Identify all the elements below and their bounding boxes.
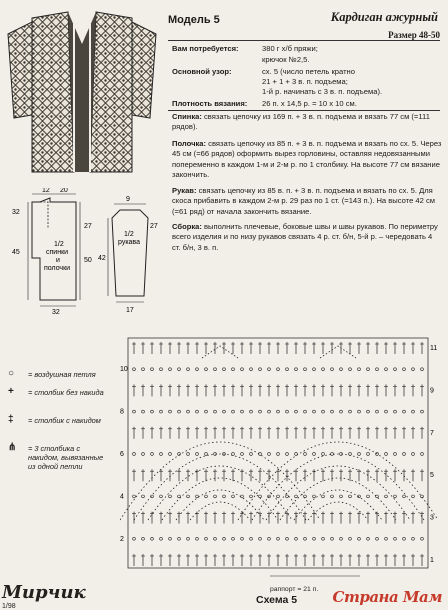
- chain-mark: [367, 495, 370, 498]
- instruction-text: выполнить плечевые, боковые швы и швы рукавов. По периметру всего изделия и по низу рукавов связать 4 р. ст. б/н, 5-й р. – чередовать 4 ст. б/н, 3 в. п.: [172, 222, 438, 252]
- chain-mark: [259, 410, 262, 413]
- spec-value: 21 + 1 + 3 в. п. подъема;: [262, 77, 348, 86]
- chain-mark: [205, 410, 208, 413]
- chain-mark: [313, 410, 316, 413]
- dim-label: 27: [84, 223, 92, 230]
- chain-mark: [349, 537, 352, 540]
- dim-label: 9: [126, 196, 130, 203]
- chain-mark: [421, 453, 424, 456]
- row-number: 2: [120, 535, 124, 543]
- chain-mark: [151, 537, 154, 540]
- row-number: 6: [120, 451, 124, 458]
- chain-mark: [232, 368, 235, 371]
- chain-mark: [187, 453, 190, 456]
- chain-mark: [142, 537, 145, 540]
- chain-mark: [367, 368, 370, 371]
- chain-mark: [394, 537, 397, 540]
- header-divider: [168, 40, 440, 41]
- chain-mark: [349, 410, 352, 413]
- crochet-chart: [120, 334, 440, 584]
- chain-mark: [169, 410, 172, 413]
- row-number: 9: [430, 387, 434, 395]
- chain-mark: [286, 495, 289, 498]
- legend-text: = воздушная петля: [28, 370, 96, 379]
- row-number: 11: [430, 345, 438, 352]
- dim-label: 32: [52, 309, 60, 316]
- three-dc-cluster-icon: ⋔: [8, 442, 17, 453]
- chain-mark: [394, 495, 397, 498]
- chain-mark: [223, 368, 226, 371]
- density-value: 26 п. х 14,5 р. = 10 х 10 см.: [262, 99, 357, 108]
- chain-mark: [313, 537, 316, 540]
- chain-mark: [214, 410, 217, 413]
- row-number: 4: [120, 493, 124, 501]
- chain-mark: [421, 410, 424, 413]
- chain-mark: [151, 453, 154, 456]
- chain-mark: [376, 537, 379, 540]
- spec-divider: [168, 110, 440, 111]
- chain-mark: [322, 537, 325, 540]
- instruction-assembly: [172, 222, 442, 253]
- chain-mark: [340, 368, 343, 371]
- chain-mark: [214, 537, 217, 540]
- front-label: 1/2 спинки и полочки: [44, 241, 71, 272]
- chain-mark: [385, 453, 388, 456]
- instruction-text: связать цепочку из 85 п. + 3 в. п. подъема и вязать по сх. 5. Через 45 см (=66 рядов) оформить вырез горловины, оставляя недовязанными попеременно в каждом 1-м и 2-м р. по 1 столбику. На высоте 77 см вязание закончить.: [172, 139, 442, 180]
- chain-mark: [331, 537, 334, 540]
- motif-arc: [266, 466, 410, 520]
- instruction-head: Спинка:: [172, 112, 202, 121]
- sleeve-label: 1/2 рукава: [118, 231, 140, 246]
- dim-label: 42: [98, 255, 106, 262]
- chain-mark: [340, 537, 343, 540]
- chain-mark: [286, 537, 289, 540]
- chain-mark: [358, 537, 361, 540]
- row-number: 10: [120, 366, 128, 374]
- chain-mark: [160, 410, 163, 413]
- chain-mark: [403, 410, 406, 413]
- chain-mark: [376, 368, 379, 371]
- chain-mark: [349, 495, 352, 498]
- instruction-text: связать цепочку из 169 п. + 3 в. п. подъема и вязать 77 см (=111 рядов).: [172, 112, 430, 132]
- chain-mark: [331, 453, 334, 456]
- chain-mark: [394, 453, 397, 456]
- chain-mark: [187, 368, 190, 371]
- chain-mark: [286, 368, 289, 371]
- chain-mark: [403, 537, 406, 540]
- chain-mark: [331, 368, 334, 371]
- watermark: Страна Мам: [332, 588, 442, 606]
- chain-mark: [169, 368, 172, 371]
- row-number: 1: [430, 557, 434, 564]
- chain-mark: [376, 495, 379, 498]
- chain-mark: [313, 453, 316, 456]
- spec-value: сх. 5 (число петель кратно: [262, 67, 355, 76]
- chain-mark: [340, 495, 343, 498]
- dim-label: 32: [12, 209, 20, 216]
- chain-mark: [160, 495, 163, 498]
- motif-arc: [294, 490, 382, 520]
- chain-mark: [160, 453, 163, 456]
- spec-value: 380 г х/б пряжи;: [262, 44, 318, 53]
- chain-mark: [241, 453, 244, 456]
- chain-mark: [205, 537, 208, 540]
- chain-mark: [142, 368, 145, 371]
- chain-mark: [403, 368, 406, 371]
- chain-mark: [385, 410, 388, 413]
- chain-mark: [187, 410, 190, 413]
- chain-mark: [205, 453, 208, 456]
- chain-mark: [232, 410, 235, 413]
- chain-mark: [268, 410, 271, 413]
- chain-mark: [160, 368, 163, 371]
- chain-mark: [196, 537, 199, 540]
- motif-arc: [148, 466, 292, 520]
- chain-mark: [277, 453, 280, 456]
- row-number: 7: [430, 429, 434, 437]
- chain-mark: [241, 537, 244, 540]
- legend-text: = 3 столбика с накидом, вывязанные из одной петли: [28, 444, 104, 472]
- spec-value: 1-й р. начинать с 3 в. п. подъема).: [262, 87, 383, 96]
- chain-mark: [223, 537, 226, 540]
- chain-mark: [259, 537, 262, 540]
- dim-label: 17: [126, 307, 134, 314]
- dim-label: 12: [42, 188, 50, 194]
- chain-mark: [133, 368, 136, 371]
- chain-mark: [412, 453, 415, 456]
- motif-apex: [320, 346, 356, 358]
- pattern-title: Кардиган ажурный: [330, 10, 438, 24]
- chain-mark: [259, 368, 262, 371]
- chain-mark: [169, 537, 172, 540]
- chain-mark: [385, 537, 388, 540]
- motif-arc: [190, 502, 250, 520]
- chain-mark: [196, 453, 199, 456]
- row-number: 8: [120, 408, 124, 416]
- chain-mark: [313, 368, 316, 371]
- chain-mark: [349, 368, 352, 371]
- chain-mark: [250, 453, 253, 456]
- spec-value: крючок №2,5.: [262, 55, 310, 64]
- chain-mark: [304, 537, 307, 540]
- chain-mark: [142, 495, 145, 498]
- chain-mark: [205, 495, 208, 498]
- chain-mark: [412, 537, 415, 540]
- chain-mark: [394, 368, 397, 371]
- chain-mark: [250, 410, 253, 413]
- chain-mark: [277, 410, 280, 413]
- chain-mark: [304, 453, 307, 456]
- chain-mark: [169, 453, 172, 456]
- instruction-back: [172, 112, 442, 133]
- chain-mark: [295, 368, 298, 371]
- spec-label: Вам потребуется:: [172, 44, 239, 53]
- instruction-front: [172, 139, 442, 181]
- chain-mark: [367, 537, 370, 540]
- chain-mark: [277, 537, 280, 540]
- chain-mark: [295, 537, 298, 540]
- chain-mark: [322, 410, 325, 413]
- chain-mark: [205, 368, 208, 371]
- chain-mark: [187, 495, 190, 498]
- chain-mark: [322, 495, 325, 498]
- size-schematic: [4, 188, 168, 316]
- chain-mark: [421, 537, 424, 540]
- chain-mark: [268, 368, 271, 371]
- motif-arc: [252, 454, 424, 520]
- chain-mark: [304, 368, 307, 371]
- signature-logo: Мирчик: [2, 582, 86, 603]
- instruction-sleeve: [172, 186, 442, 217]
- chain-mark: [403, 495, 406, 498]
- double-crochet-icon: ‡: [8, 414, 14, 425]
- chain-mark: [340, 410, 343, 413]
- chain-mark: [196, 410, 199, 413]
- instruction-head: Полочка:: [172, 139, 207, 148]
- chain-mark: [232, 495, 235, 498]
- chain-mark: [322, 368, 325, 371]
- legend-text: = столбик с накидом: [28, 416, 101, 425]
- chain-mark: [214, 368, 217, 371]
- chain-mark: [385, 495, 388, 498]
- chain-mark: [133, 453, 136, 456]
- density-label: Плотность вязания:: [172, 99, 248, 108]
- chain-mark: [304, 410, 307, 413]
- legend-text: = столбик без накида: [28, 388, 104, 397]
- model-number: Модель 5: [168, 14, 220, 26]
- chain-mark: [286, 453, 289, 456]
- chain-mark: [412, 495, 415, 498]
- chain-mark: [358, 368, 361, 371]
- chain-mark: [160, 537, 163, 540]
- chain-mark: [151, 410, 154, 413]
- chain-mark: [394, 410, 397, 413]
- chain-mark: [178, 537, 181, 540]
- chain-mark: [241, 368, 244, 371]
- dim-label: 27: [150, 223, 158, 230]
- chain-mark: [313, 495, 316, 498]
- chain-mark: [142, 410, 145, 413]
- chain-mark: [223, 495, 226, 498]
- cardigan-illustration: [2, 4, 162, 174]
- chain-mark: [322, 453, 325, 456]
- row-number: 5: [430, 472, 434, 480]
- chain-mark: [151, 368, 154, 371]
- chain-mark: [403, 453, 406, 456]
- chain-mark: [367, 410, 370, 413]
- signature-line: 1/98: [2, 603, 16, 610]
- chain-mark: [241, 410, 244, 413]
- chain-mark: [250, 495, 253, 498]
- chain-mark: [358, 410, 361, 413]
- instruction-head: Рукав:: [172, 186, 197, 195]
- chain-mark: [358, 453, 361, 456]
- size-label: Размер 48-50: [388, 30, 440, 40]
- chain-mark: [268, 453, 271, 456]
- chain-mark: [259, 495, 262, 498]
- chain-mark: [331, 495, 334, 498]
- chain-mark: [295, 495, 298, 498]
- chain-mark: [232, 537, 235, 540]
- instruction-text: связать цепочку из 85 в. п. + 3 в. п. подъема и вязать по сх. 5. Для скоса прибавить в каждом 2-м р. 29 раз по 1 ст. (=143 п.). На высоте 42 см (=61 ряд) от начала закончить вязание.: [172, 186, 435, 216]
- chain-mark: [277, 368, 280, 371]
- chain-mark: [412, 368, 415, 371]
- chain-mark: [250, 537, 253, 540]
- chain-mark: [295, 410, 298, 413]
- chain-mark: [367, 453, 370, 456]
- chain-mark: [187, 537, 190, 540]
- chain-mark: [268, 537, 271, 540]
- chain-mark: [223, 410, 226, 413]
- motif-apex: [202, 346, 238, 358]
- chain-mark: [385, 368, 388, 371]
- chart-caption: Схема 5: [256, 594, 298, 606]
- row-number: 3: [430, 514, 434, 522]
- chain-mark: [178, 368, 181, 371]
- spec-label: Основной узор:: [172, 67, 232, 76]
- chain-mark: [178, 495, 181, 498]
- chain-mark: [133, 410, 136, 413]
- rapport-label: раппорт = 21 п.: [270, 586, 319, 593]
- chain-mark: [214, 495, 217, 498]
- chain-mark: [142, 453, 145, 456]
- dim-label: 50: [84, 257, 92, 264]
- chain-mark: [250, 368, 253, 371]
- chain-mark: [331, 410, 334, 413]
- instruction-head: Сборка:: [172, 222, 202, 231]
- dim-label: 45: [12, 249, 20, 256]
- chain-mark: [421, 368, 424, 371]
- chain-mark: [376, 410, 379, 413]
- chain-mark: [133, 537, 136, 540]
- single-crochet-icon: +: [8, 386, 14, 397]
- chain-mark: [196, 368, 199, 371]
- chain-mark: [133, 495, 136, 498]
- chain-mark: [277, 495, 280, 498]
- dim-label: 20: [60, 188, 68, 194]
- schematic-dims: [12, 188, 158, 316]
- chain-stitch-icon: ○: [8, 368, 15, 379]
- chain-mark: [196, 495, 199, 498]
- chain-mark: [169, 495, 172, 498]
- motif-arc: [134, 454, 306, 520]
- chain-mark: [412, 410, 415, 413]
- chain-mark: [178, 410, 181, 413]
- chain-mark: [286, 410, 289, 413]
